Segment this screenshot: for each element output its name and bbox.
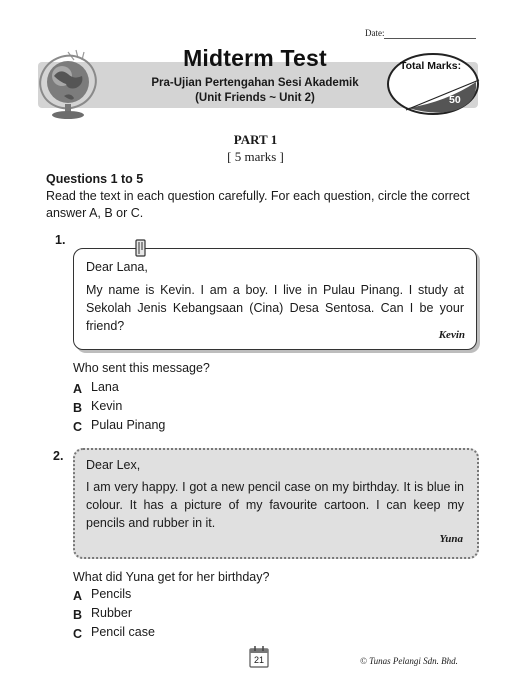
question-2-greeting: Dear Lex, — [86, 458, 141, 472]
copyright: © Tunas Pelangi Sdn. Bhd. — [360, 656, 458, 666]
option-letter: C — [73, 420, 83, 434]
total-marks-value: 50 — [449, 94, 461, 106]
instruction-line-2: answer A, B or C. — [46, 206, 144, 220]
question-2-number: 2. — [53, 449, 64, 463]
question-2-signature: Yuna — [439, 533, 463, 545]
subtitle-line-1: Pra-Ujian Pertengahan Sesi Akademik — [151, 77, 359, 89]
page-title: Midterm Test — [183, 45, 327, 71]
question-1-greeting: Dear Lana, — [86, 260, 148, 274]
part-marks: [ 5 marks ] — [227, 149, 284, 164]
subtitle-line-2: (Unit Friends ~ Unit 2) — [195, 92, 315, 104]
option-letter: C — [73, 627, 83, 641]
date-line — [384, 38, 476, 39]
option-letter: A — [73, 589, 83, 603]
paper-clip-icon — [134, 238, 148, 258]
question-2-prompt: What did Yuna get for her birthday? — [73, 570, 270, 584]
option-letter: B — [73, 608, 83, 622]
question-2-option-b[interactable] — [73, 606, 132, 624]
option-text: Rubber — [91, 606, 132, 620]
question-1-message: My name is Kevin. I am a boy. I live in Pulau Pinang. I study at Sekolah Jenis Kebangsaan (Cina) Desa Sentosa. Can I be your friend? — [86, 283, 464, 333]
option-letter: B — [73, 401, 83, 415]
question-1-number: 1. — [55, 233, 66, 247]
question-2-option-c[interactable] — [73, 625, 155, 643]
question-1-option-c[interactable] — [73, 418, 166, 436]
date-label: Date: — [365, 28, 385, 38]
part-title: PART 1 — [233, 132, 278, 147]
option-text: Lana — [91, 380, 119, 394]
instruction-line-1: Read the text in each question carefully. For each question, circle the correct — [46, 189, 470, 203]
question-2-option-a[interactable] — [73, 587, 132, 605]
question-1-option-a[interactable] — [73, 380, 119, 398]
option-text: Pulau Pinang — [91, 418, 166, 432]
page-number: 21 — [253, 655, 264, 665]
total-marks-label: Total Marks: — [400, 60, 462, 72]
question-1-prompt: Who sent this message? — [73, 361, 210, 375]
option-text: Pencil case — [91, 625, 155, 639]
option-text: Pencils — [91, 587, 132, 601]
question-1-signature: Kevin — [438, 329, 465, 341]
option-letter: A — [73, 382, 83, 396]
option-text: Kevin — [91, 399, 123, 413]
questions-heading: Questions 1 to 5 — [46, 172, 144, 186]
question-1-option-b[interactable] — [73, 399, 123, 417]
globe-icon — [34, 48, 116, 122]
question-2-message: I am very happy. I got a new pencil case on my birthday. It is blue in colour. It has a picture of my favourite cartoon. I can keep my pencils and rubber in it. — [86, 480, 464, 530]
